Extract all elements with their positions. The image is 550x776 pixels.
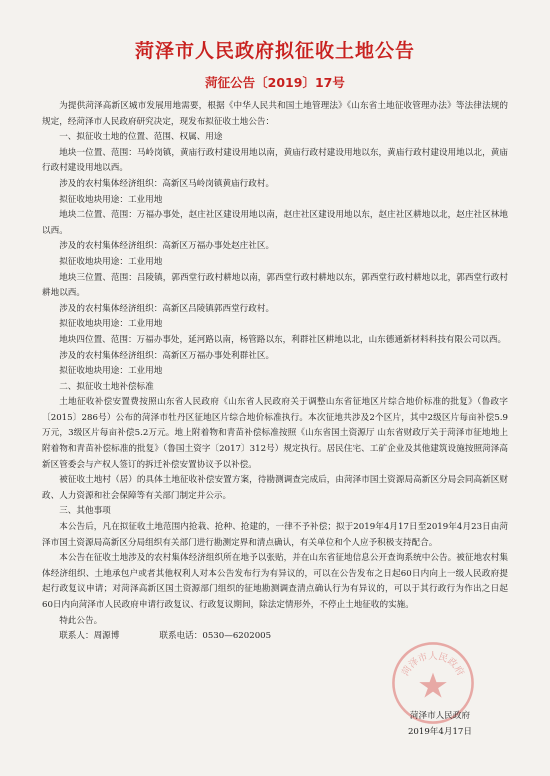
paragraph: 涉及的农村集体经济组织：高新区万福办事处利群社区。 <box>59 350 275 361</box>
section-heading-2: 二、拟征收土地补偿标准 <box>59 381 154 392</box>
contact-person-label: 联系人： <box>59 631 94 642</box>
contact-phone: 0530—6202005 <box>202 631 272 642</box>
document-number: 菏征公告〔2019〕17号 <box>205 75 345 90</box>
signature-block <box>408 708 472 740</box>
paragraph-intro: 为提供菏泽高新区城市发展用地需要，根据《中华人民共和国土地管理法》《山东省土地征收管理办法》等法律法规的规定，经菏泽市人民政府研究决定，现发布拟征收土地公告： <box>42 101 508 127</box>
paragraph: 土地征收补偿安置费按照山东省人民政府《山东省人民政府关于调整山东省征地区片综合地价标准的批复》（鲁政字〔2015〕286号）公布的菏泽市牡丹区征地区片综合地价标准执行。本次征地共涉及2个区片，其中2级区片每亩补偿5.9万元，3级区片每亩补偿5.2万元。地上附着物和青苗补偿标准按照《山东省国土资源厅 山东省财政厅关于菏泽市征地地上附着物和青苗补偿标准的批复》（鲁国土资字〔2017〕312号）规定执行。居民住宅、工矿企业及其他建筑设施按照菏泽高新区管委会与产权人签订的拆迁补偿安置协议予以补偿。 <box>42 397 508 470</box>
closing-remark: 特此公告。 <box>59 615 103 626</box>
paragraph: 本公告在征收土地涉及的农村集体经济组织所在地予以张贴，并在山东省征地信息公开查询系统中公告。被征地农村集体经济组织、土地承包户或者其他权利人对本公告发布行为有异议的，可以在公告发布之日起60日内向上一级人民政府提起行政复议申请；对菏泽高新区国土资源部门组织的征地勘测调查清点确认行为有异议的，可以于其行政行为作出之日起60日内向菏泽市人民政府申请行政复议、行政复议期间，除法定情形外，不停止土地征收的实施。 <box>42 553 508 610</box>
signature-date: 2019年4月17日 <box>407 727 472 737</box>
contact-person: 周源博 <box>93 631 120 642</box>
svg-text:菏泽市人民政府: 菏泽市人民政府 <box>400 650 466 678</box>
paragraph: 地块一位置、范围：马岭岗镇，黄庙行政村建设用地以南，黄庙行政村建设用地以东，黄庙行政村建设用地以北，黄庙行政村建设用地以西。 <box>42 147 508 174</box>
paragraph: 拟征收地块用途：工业用地 <box>59 256 163 267</box>
paragraph: 地块四位置、范围：万福办事处，延河路以南，杨管路以东，利群社区耕地以北，山东德通新材料科技有限公司以西。 <box>59 334 507 345</box>
paragraph: 拟征收地块用途：工业用地 <box>59 366 163 377</box>
section-heading-1: 一、拟征收土地的位置、范围、权属、用途 <box>59 132 223 143</box>
paragraph: 拟征收地块用途：工业用地 <box>59 194 163 205</box>
paragraph: 拟征收地块用途：工业用地 <box>59 319 163 330</box>
paragraph: 地块二位置、范围：万福办事处，赵庄社区建设用地以南，赵庄社区建设用地以东，赵庄社区耕地以北，赵庄社区林地以西。 <box>42 210 508 236</box>
document-body <box>42 99 508 645</box>
section-heading-3: 三、其他事项 <box>59 506 111 517</box>
document-title: 菏泽市人民政府拟征收土地公告 <box>134 40 415 62</box>
paragraph: 涉及的农村集体经济组织：高新区马岭岗镇黄庙行政村。 <box>59 178 275 189</box>
paragraph: 地块三位置、范围：吕陵镇，郭西堂行政村耕地以南，郭西堂行政村耕地以东，郭西堂行政村耕地以北，郭西堂行政村耕地以西。 <box>42 272 508 299</box>
paragraph: 本公告后，凡在拟征收土地范围内抢栽、抢种、抢建的，一律不予补偿；拟于2019年4月17日至2019年4月23日由菏泽市国土资源局高新区分局组织有关部门进行勘测定界和清点确认，有关单位和个人应予积极支持配合。 <box>42 522 508 548</box>
paragraph: 涉及的农村集体经济组织：高新区万福办事处赵庄社区。 <box>59 241 275 252</box>
contact-phone-label: 联系电话： <box>159 631 203 642</box>
paragraph: 涉及的农村集体经济组织：高新区吕陵镇郭西堂行政村。 <box>59 303 275 314</box>
signature-org: 菏泽市人民政府 <box>409 711 471 721</box>
paragraph: 被征收土地村（居）的具体土地征收补偿安置方案，待勘测调查完成后，由菏泽市国土资源局高新区分局会同高新区财政、人力资源和社会保障等有关部门制定并公示。 <box>42 475 508 501</box>
